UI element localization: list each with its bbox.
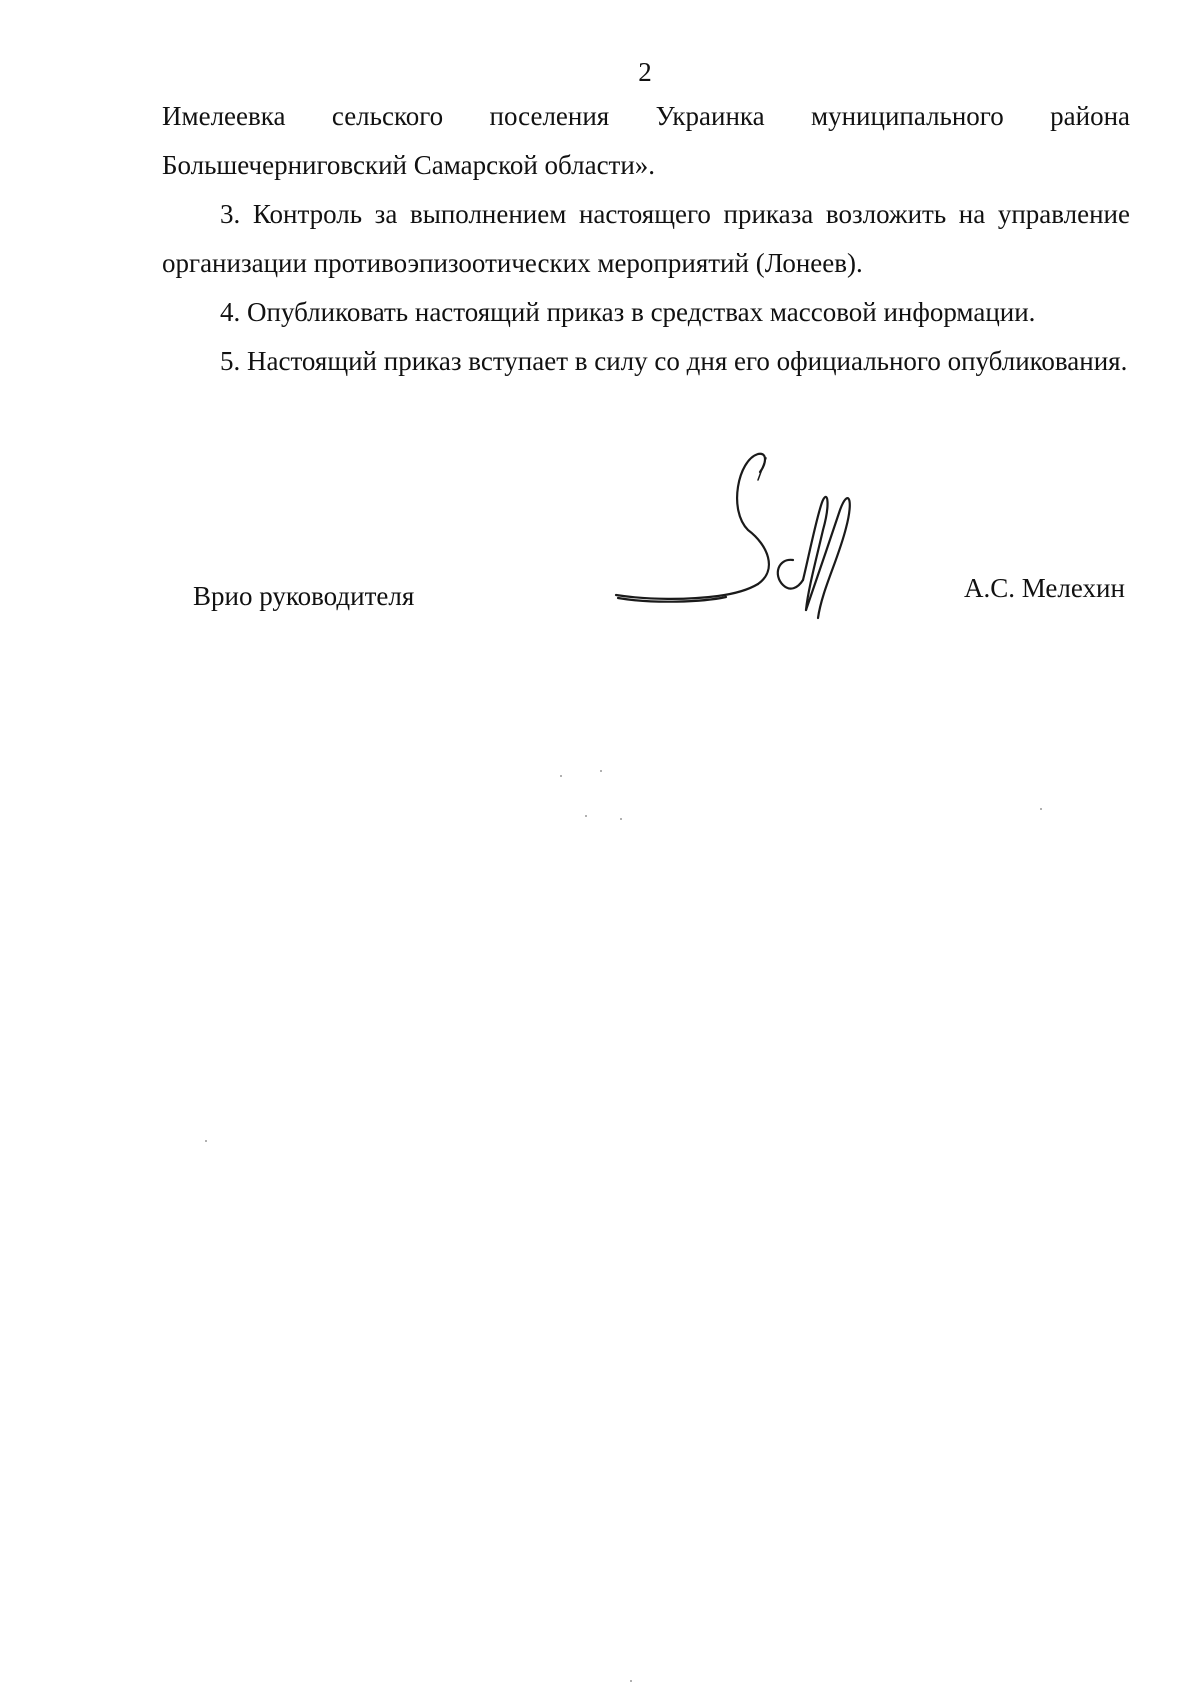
document-body [162, 92, 1130, 386]
scan-speck [585, 815, 587, 817]
paragraph-item-4: 4. Опубликовать настоящий приказ в средствах массовой информации. [220, 297, 1036, 327]
signatory-position: Врио руководителя [193, 581, 415, 611]
signatory-name: А.С. Мелехин [964, 573, 1125, 603]
scan-speck [1040, 808, 1042, 810]
paragraph-continuation: Имелеевка сельского поселения Украинка муниципального района Большечерниговский Самарской области». [162, 101, 1130, 180]
page-number: 2 [638, 57, 652, 87]
handwritten-signature [608, 450, 858, 625]
paragraph-item-5: 5. Настоящий приказ вступает в силу со дня его официального опубликования. [220, 346, 1128, 376]
scan-speck [205, 1140, 207, 1142]
paragraph-item-3: 3. Контроль за выполнением настоящего приказа возложить на управление организации противоэпизоотических мероприятий (Лонеев). [162, 199, 1130, 278]
scan-speck [560, 775, 562, 777]
scan-speck [620, 818, 622, 820]
scan-speck [600, 770, 602, 772]
scan-speck [630, 1680, 632, 1682]
